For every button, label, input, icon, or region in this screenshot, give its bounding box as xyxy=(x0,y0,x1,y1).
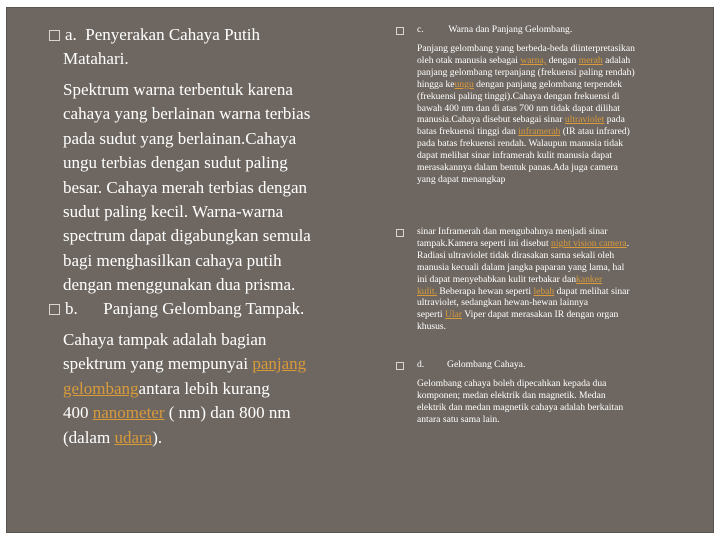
b-line xyxy=(63,377,383,401)
b-line: Cahaya tampak adalah bagian xyxy=(63,330,267,349)
link-gelombang[interactable]: gelombang xyxy=(63,378,139,398)
section-c-marker: c. xyxy=(417,24,424,35)
d-line xyxy=(417,238,707,250)
section-a-title-2: Matahari. xyxy=(63,49,129,68)
link-merah[interactable]: merah xyxy=(578,54,603,66)
b-text: antara lebih kurang xyxy=(138,378,270,398)
section-b-heading xyxy=(65,297,304,321)
c-line xyxy=(417,55,707,67)
b-text: 400 xyxy=(63,403,93,423)
d-text: tampak.Kamera seperti ini disebut xyxy=(417,237,552,249)
e-line: elektrik dan medan magnetik cahaya adalah berkaitan xyxy=(417,401,624,413)
d-line xyxy=(417,286,707,298)
d-line: manusia kecuali dalam jangka paparan yang lama, hal xyxy=(417,261,625,273)
slide xyxy=(6,7,714,533)
c-line: (frekuensi paling tinggi).Cahaya dengan frekuensi di xyxy=(417,90,620,102)
section-d-heading xyxy=(417,359,525,371)
c-text: dengan xyxy=(546,54,579,66)
c-text: manusia.Cahaya disebut sebagai sinar xyxy=(417,114,565,126)
c-line: dapat melihat sinar inframerah kulit manusia dapat xyxy=(417,150,613,162)
e-line: Gelombang cahaya boleh dipecahkan kepada dua xyxy=(417,378,607,389)
link-udara[interactable]: udara xyxy=(114,427,153,447)
c-text: (IR atau infrared) xyxy=(560,126,630,138)
bullet-d-icon xyxy=(396,362,404,370)
c-line xyxy=(417,79,707,91)
section-c-title: Warna dan Panjang Gelombang. xyxy=(448,24,573,35)
b-line xyxy=(63,352,383,376)
d-line xyxy=(417,309,707,321)
d-text: ini dapat menyebabkan kulit terbakar dan xyxy=(417,273,577,285)
bullet-b-icon xyxy=(49,304,60,315)
d-line: sinar Inframerah dan mengubahnya menjadi sinar xyxy=(417,226,608,237)
d-line: ultraviolet, sedangkan hewan-hewan lainnya xyxy=(417,297,589,309)
link-night-vision-camera[interactable]: night vision camera xyxy=(551,237,627,249)
section-a-marker: a. xyxy=(65,25,77,44)
a-line: besar. Cahaya merah terbias dengan xyxy=(63,177,308,197)
c-text: hingga ke xyxy=(417,78,455,90)
section-c2-paragraph xyxy=(417,226,707,333)
section-a-paragraph xyxy=(63,78,383,298)
link-inframerah[interactable]: inframerah xyxy=(518,126,561,138)
b-line xyxy=(63,426,383,450)
b-line xyxy=(63,401,383,425)
link-kulit[interactable]: kulit. xyxy=(417,285,437,297)
a-line: cahaya yang berlainan warna terbias xyxy=(63,104,311,124)
e-line: antara satu sama lain. xyxy=(417,413,500,425)
link-ultraviolet[interactable]: ultraviolet xyxy=(564,114,605,126)
bullet-c-icon xyxy=(396,27,404,35)
c-line: pada batas frekuensi rendah. Walaupun manusia tidak xyxy=(417,138,624,150)
c-line: bawah 400 nm dan di atas 700 nm tidak dapat dilihat xyxy=(417,102,621,114)
section-d-marker: d. xyxy=(417,359,425,370)
b-text: ). xyxy=(152,427,163,447)
c-text: adalah xyxy=(602,54,631,66)
c-text: pada xyxy=(604,114,625,126)
c-line xyxy=(417,114,707,126)
d-text: Beberapa hewan seperti xyxy=(437,285,534,297)
section-b-paragraph xyxy=(63,328,383,450)
b-text: (dalam xyxy=(63,427,115,447)
link-ungu[interactable]: ungu xyxy=(454,78,474,90)
section-b-marker: b. xyxy=(65,299,78,318)
c-line: merasakannya dalam bentuk panas.Ada juga camera xyxy=(417,162,618,174)
d-text: seperti xyxy=(417,309,445,321)
a-line: dengan menggunakan dua prisma. xyxy=(63,275,296,295)
section-b-title: Panjang Gelombang Tampak. xyxy=(103,299,305,318)
e-line: komponen; medan elektrik dan magnetik. Medan xyxy=(417,389,606,401)
link-ular[interactable]: Ular xyxy=(444,309,463,321)
section-c-heading xyxy=(417,24,572,36)
d-text: . xyxy=(626,237,630,249)
a-line: sudut paling kecil. Warna-warna xyxy=(63,202,284,222)
a-line: pada sudut yang berlainan.Cahaya xyxy=(63,128,297,148)
c-text: batas frekuensi tinggi dan xyxy=(417,126,519,138)
link-nanometer[interactable]: nanometer xyxy=(92,403,165,423)
link-warna[interactable]: warna, xyxy=(520,54,547,66)
bullet-c2-icon xyxy=(396,229,404,237)
d-line xyxy=(417,274,707,286)
c-line: yang dapat menangkap xyxy=(417,173,506,185)
a-line: bagi menghasilkan cahaya putih xyxy=(63,250,282,270)
a-line: Spektrum warna terbentuk karena xyxy=(63,80,293,99)
b-text: ( nm) dan 800 nm xyxy=(164,403,291,423)
section-a-heading xyxy=(65,23,260,47)
d-line: Radiasi ultraviolet tidak dirasakan sama sekali oleh xyxy=(417,249,615,261)
c-text: oleh otak manusia sebagai xyxy=(417,54,521,66)
link-lebah[interactable]: lebah xyxy=(533,285,555,297)
section-d-paragraph xyxy=(417,378,707,426)
a-line: ungu terbias dengan sudut paling xyxy=(63,153,288,173)
a-line: spectrum dapat digabungkan semula xyxy=(63,226,311,246)
link-kanker[interactable]: kanker xyxy=(576,273,603,285)
link-panjang[interactable]: panjang xyxy=(252,354,307,374)
section-c-paragraph xyxy=(417,43,707,186)
c-text: dengan panjang gelombang terpendek xyxy=(473,78,622,90)
d-line: khusus. xyxy=(417,321,447,333)
d-text: Viper dapat merasakan IR dengan organ xyxy=(462,309,619,321)
b-text: spektrum yang mempunyai xyxy=(63,354,253,374)
c-line: Panjang gelombang yang berbeda-beda diinterpretasikan xyxy=(417,43,635,54)
bullet-a-icon xyxy=(49,30,60,41)
c-line: panjang gelombang terpanjang (frekuensi paling rendah) xyxy=(417,66,635,78)
section-a-title: Penyerakan Cahaya Putih xyxy=(85,25,260,44)
section-d-title: Gelombang Cahaya. xyxy=(447,359,526,370)
c-line xyxy=(417,126,707,138)
d-text: dapat melihat sinar xyxy=(554,285,630,297)
